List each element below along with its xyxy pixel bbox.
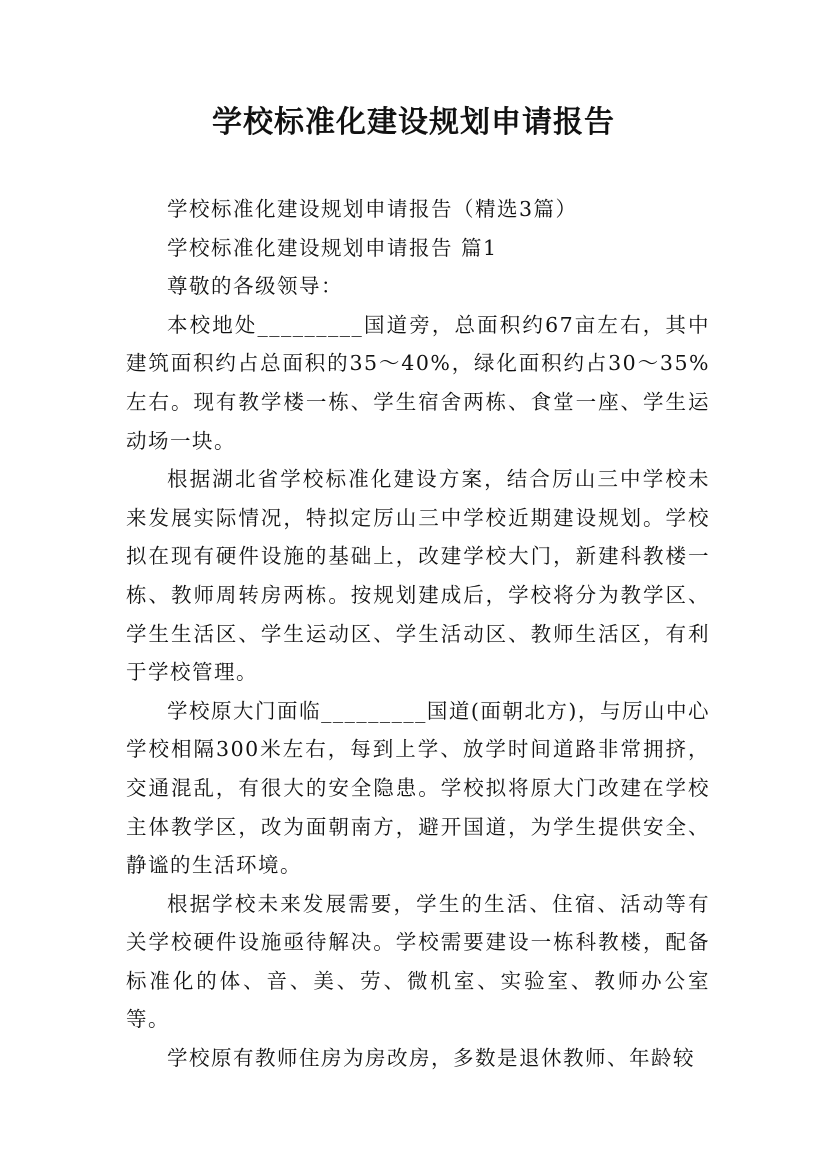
section-heading: 学校标准化建设规划申请报告 篇1	[167, 235, 498, 260]
body-paragraph: 本校地处_________国道旁，总面积约67亩左右，其中建筑面积约占总面积的35～40%，绿化面积约占30～35%左右。现有教学楼一栋、学生宿舍两栋、食堂一座、学生运动场一块。	[126, 312, 710, 453]
body-paragraph: 学校原有教师住房为房改房，多数是退休教师、年龄较	[167, 1046, 695, 1071]
body-paragraph: 根据学校未来发展需要，学生的生活、住宿、活动等有关学校硬件设施亟待解决。学校需要建设一栋科教楼，配备标准化的体、音、美、劳、微机室、实验室、教师办公室等。	[126, 891, 710, 1032]
salutation: 尊敬的各级领导：	[167, 274, 343, 299]
document-body	[126, 190, 710, 1078]
document-title: 学校标准化建设规划申请报告	[212, 105, 615, 140]
subtitle-paragraph: 学校标准化建设规划申请报告（精选3篇）	[167, 197, 578, 221]
body-paragraph: 学校原大门面临_________国道(面朝北方)，与厉山中心学校相隔300米左右，每到上学、放学时间道路非常拥挤，交通混乱，有很大的安全隐患。学校拟将原大门改建在学校主体教学区，改为面朝南方，避开国道，为学生提供安全、静谧的生活环境。	[126, 698, 710, 878]
body-paragraph: 根据湖北省学校标准化建设方案，结合厉山三中学校未来发展实际情况，特拟定厉山三中学校近期建设规划。学校拟在现有硬件设施的基础上，改建学校大门，新建科教楼一栋、教师周转房两栋。按规划建成后，学校将分为教学区、学生生活区、学生运动区、学生活动区、教师生活区，有利于学校管理。	[126, 467, 710, 685]
